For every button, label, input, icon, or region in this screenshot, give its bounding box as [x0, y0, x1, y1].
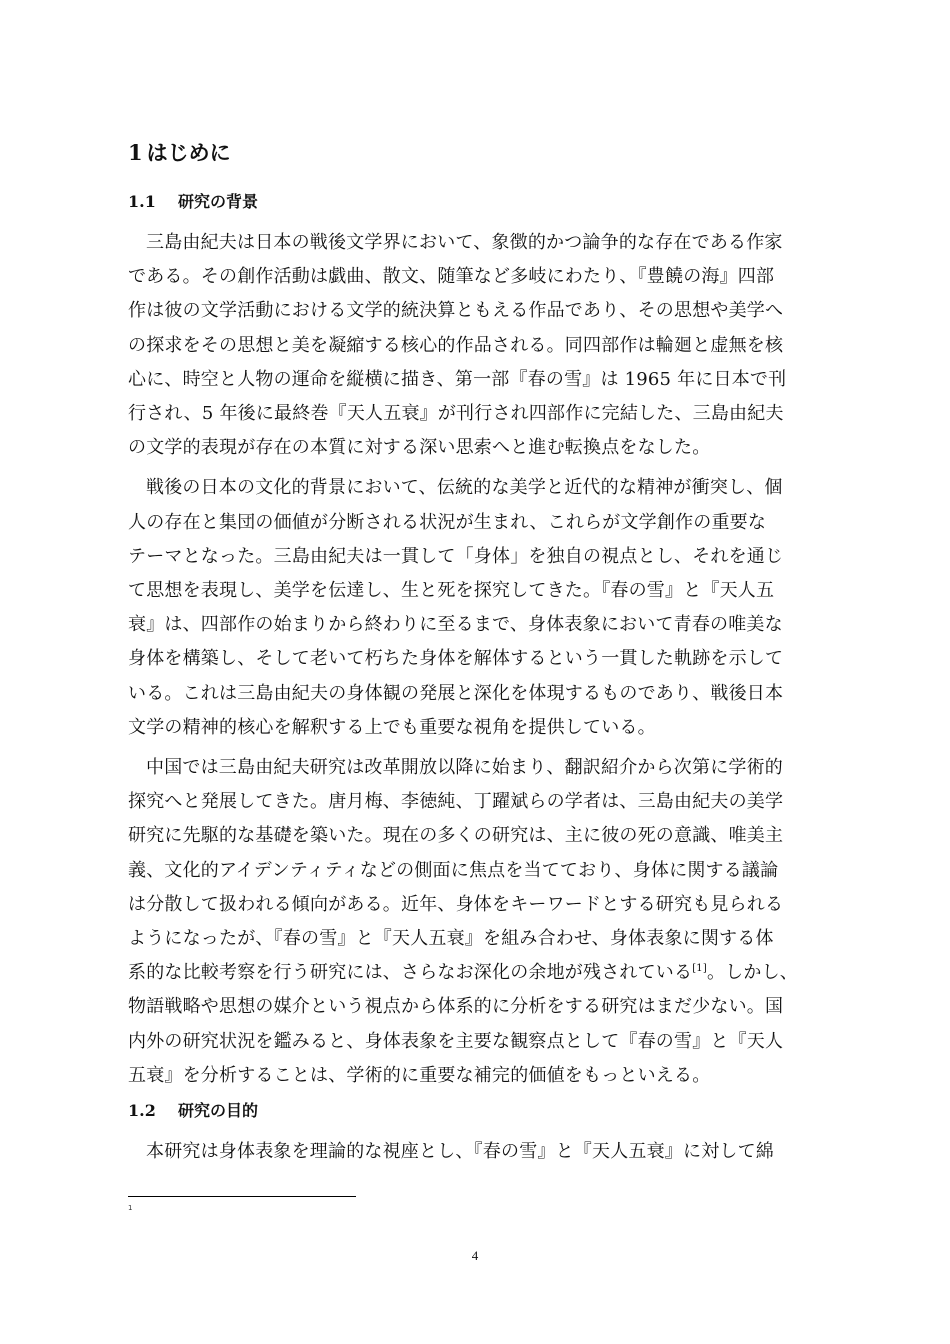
- paragraph-4: 本研究は身体表象を理論的な視座とし、『春の雪』と『天人五衰』に対して綿: [146, 1141, 774, 1163]
- subsection-title: 研究の背景: [178, 192, 259, 211]
- page-number: 4: [471, 1248, 479, 1263]
- section-number: 1: [128, 140, 143, 165]
- footnote-divider: [128, 1196, 356, 1197]
- subsection-heading-1-2: [128, 1099, 828, 1123]
- page-body: [128, 138, 828, 1175]
- section-title: はじめに: [146, 140, 231, 165]
- subsection-heading-1-1: [128, 190, 828, 214]
- paragraph-2: 戦後の日本の文化的背景において、伝統的な美学と近代的な精神が衝突し、個 人の存在と集団の価値が分断される状況が生まれ、これらが文学創作の重要な テーマとなった。三島由紀夫は一貫して「身体」を独自の視点とし、それを通じ て思想を表現し、美学を伝達し、生と死を探究してきた。『春の雪』と『天人五 衰』は、四部作の始まりから終わりに至るまで、身体表象において青春の唯美な 身体を構築し、そして老いて朽ちた身体を解体するという一貫した軌跡を示して いる。これは三島由紀夫の身体観の発展と深化を体現するものであり、戦後日本 文学の精神的核心を解釈する上でも重要な視角を提供している。: [128, 477, 784, 738]
- paragraph-1: 三島由紀夫は日本の戦後文学界において、象徴的かつ論争的な存在である作家 である。その創作活動は戯曲、散文、随筆など多岐にわたり、『豊饒の海』四部 作は彼の文学活動における文学的統決算ともえる作品であり、その思想や美学へ の探求をその思想と美を凝縮する核心的作品される。同四部作は輪廻と虚無を核 心に、時空と人物の運命を縦横に描き、第一部『春の雪』は 1965 年に日本で刊 行され、5 年後に最終巻『天人五衰』が刊行され四部作に完結した、三島由紀夫 の文学的表現が存在の本質に対する深い思索へと進む転換点をなした。: [128, 232, 787, 459]
- paragraph-3: [128, 751, 828, 1093]
- paragraph-3-text-after: 。しかし、 物語戦略や思想の媒介という視点から体系的に分析をする研究はまだ少ない。国 内外の研究状況を鑑みると、身体表象を主要な観察点として『春の雪』と『天人 五衰』を分析することは、学術的に重要な補完的価値をもっといえる。: [128, 962, 798, 1086]
- footnote-mark: 1: [128, 1204, 133, 1212]
- section-heading-1: [128, 138, 828, 168]
- paragraph-3-text-before: 中国では三島由紀夫研究は改革開放以降に始まり、翻訳紹介から次第に学術的 探究へと発展してきた。唐月梅、李徳純、丁躍斌らの学者は、三島由紀夫の美学 研究に先駆的な基礎を築いた。現在の多くの研究は、主に彼の死の意識、唯美主 義、文化的アイデンティティなどの側面に焦点を当てており、身体に関する議論 は分散して扱われる傾向がある。近年、身体をキーワードとする研究も見られる ようになったが、『春の雪』と『天人五衰』を組み合わせ、身体表象に関する体 系的な比較考察を行う研究には、さらなお深化の余地が残されている: [128, 757, 784, 984]
- subsection-title: 研究の目的: [178, 1101, 259, 1121]
- citation-reference[interactable]: [1]: [692, 963, 707, 975]
- subsection-number: 1.2: [128, 1101, 156, 1121]
- subsection-number: 1.1: [128, 192, 156, 211]
